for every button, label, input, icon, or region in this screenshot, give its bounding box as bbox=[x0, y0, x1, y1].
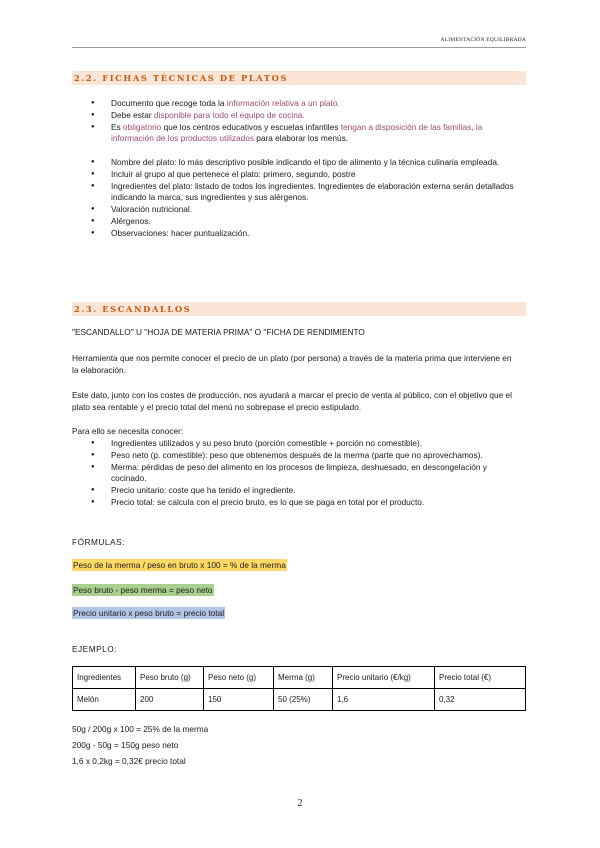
table-header-row bbox=[73, 667, 526, 689]
calc-line: 200g - 50g = 150g peso neto bbox=[72, 740, 179, 750]
paragraph: Herramienta que nos permite conocer el precio de un plato (por persona) a través de la materia prima que interviene en la elaboración. bbox=[72, 353, 512, 375]
fichas-content-list bbox=[91, 157, 521, 240]
list-item: ● Precio unitario: coste que ha tenido el ingrediente. bbox=[91, 485, 521, 497]
table-header-cell: Peso neto (g) bbox=[204, 667, 274, 689]
table-cell: 150 bbox=[204, 689, 274, 711]
list-item: ● Valoración nutricional. bbox=[91, 204, 521, 216]
table-cell: 200 bbox=[136, 689, 204, 711]
list-item: ● Peso neto (p. comestible): peso que obtenemos después de la merma (parte que no aprovechamos). bbox=[91, 450, 521, 462]
list-item: ● Precio total: se calcula con el precio bruto, es lo que se paga en total por el producto. bbox=[91, 497, 521, 509]
table-header-cell: Ingredientes bbox=[73, 667, 136, 689]
list-item: ● Alérgenos. bbox=[91, 216, 521, 228]
section-title-escandallos: 2.3. ESCANDALLOS bbox=[72, 302, 526, 316]
example-table bbox=[72, 666, 526, 711]
list-item: ● Incluir al grupo al que pertenece el plato: primero, segundo, postre bbox=[91, 169, 521, 181]
running-header: ALIMENTACIÓN EQUILIBRADA bbox=[440, 37, 526, 43]
paragraph: Este dato, junto con los costes de producción, nos ayudará a marcar el precio de venta al público, con el objetivo que el plato sea rentable y el precio total del menú no sobrepase el precio estipulado. bbox=[72, 390, 513, 412]
list-item: ● Observaciones: hacer puntualización. bbox=[91, 228, 521, 240]
calc-line: 50g / 200g x 100 = 25% de la merma bbox=[72, 724, 209, 734]
table-header-cell: Peso bruto (g) bbox=[136, 667, 204, 689]
paragraph: Para ello se necesita conocer: bbox=[72, 426, 184, 436]
table-header-cell: Precio unitario (€/kg) bbox=[333, 667, 435, 689]
formula-precio-total: Precio unitario x peso bruto = precio total bbox=[73, 608, 225, 618]
list-item: ● Nombre del plato: lo más descriptivo posible indicando el tipo de alimento y la técnica culinaria empleada. bbox=[91, 157, 521, 169]
example-label: EJEMPLO: bbox=[72, 644, 118, 654]
table-cell: Melón bbox=[73, 689, 136, 711]
list-item: ● Es obligatorio que los centros educativos y escuelas infantiles tengan a disposición de las familias, la información de los productos utilizados para elaborar los menús. bbox=[91, 122, 521, 146]
section-title-fichas: 2.2. FICHAS TÉCNICAS DE PLATOS bbox=[72, 71, 526, 85]
table-cell: 50 (25%) bbox=[274, 689, 333, 711]
list-item: ● Ingredientes del plato: listado de todos los ingredientes. Ingredientes de elaboración externa serán detallados indicando la marca, sus ingredientes y sus alérgenos. bbox=[91, 181, 521, 205]
needs-list bbox=[91, 438, 521, 509]
list-item: ● Debe estar disponible para todo el equipo de cocina. bbox=[91, 110, 521, 122]
formula-peso-neto: Peso bruto - peso merma = peso neto bbox=[73, 585, 213, 595]
escandallo-subtitle: "ESCANDALLO" U "HOJA DE MATERIA PRIMA" O "FICHA DE RENDIMIENTO bbox=[72, 327, 365, 337]
header-rule bbox=[72, 47, 526, 48]
fichas-intro-list bbox=[91, 98, 521, 145]
page-number: 2 bbox=[297, 798, 303, 809]
list-item: ● Documento que recoge toda la información relativa a un plato. bbox=[91, 98, 521, 110]
list-item: ● Ingredientes utilizados y su peso bruto (porción comestible + porción no comestible). bbox=[91, 438, 521, 450]
table-header-cell: Precio total (€) bbox=[435, 667, 526, 689]
formula-merma: Peso de la merma / peso en bruto x 100 = % de la merma bbox=[73, 560, 286, 570]
table-cell: 1,6 bbox=[333, 689, 435, 711]
formulas-label: FÓRMULAS: bbox=[72, 537, 125, 547]
table-cell: 0,32 bbox=[435, 689, 526, 711]
list-item: ● Merma: pérdidas de peso del alimento en los procesos de limpieza, deshuesado, en descongelación y cocinado. bbox=[91, 462, 521, 486]
table-header-cell: Merma (g) bbox=[274, 667, 333, 689]
calc-line: 1,6 x 0,2kg = 0,32€ precio total bbox=[72, 756, 186, 766]
table-row bbox=[73, 689, 526, 711]
